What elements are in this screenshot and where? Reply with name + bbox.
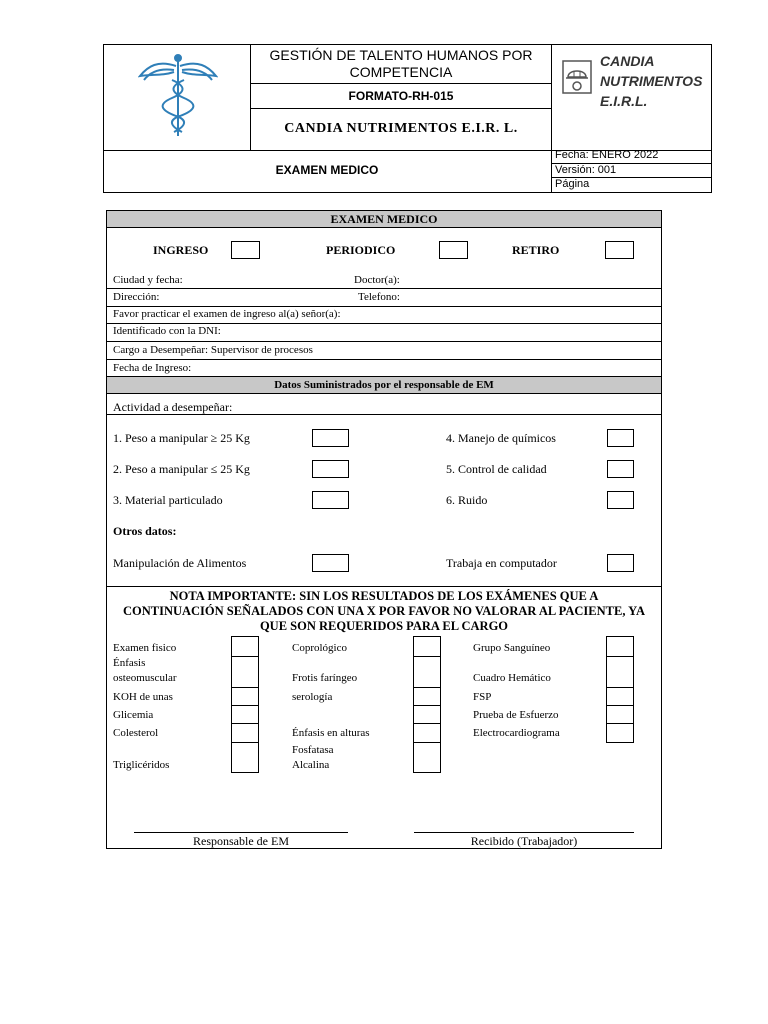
exam-coprologico: Coprológico	[292, 642, 347, 654]
exam-serologia: serología	[292, 691, 333, 703]
datos-header: Datos Suministrados por el responsable de EM	[274, 379, 494, 391]
cargo-label: Cargo a Desempeñar: Supervisor de procesos	[113, 344, 313, 356]
nota-line2: CONTINUACIÓN SEÑALADOS CON UNA X POR FAVOR NO VALORAR AL PACIENTE, YA	[122, 604, 646, 618]
computador-label: Trabaja en computador	[446, 556, 557, 570]
exam-frotis: Frotis faríngeo	[292, 672, 358, 684]
identificado-label: Identificado con la DNI:	[113, 325, 221, 337]
exam-checkbox-col1-5[interactable]	[231, 723, 259, 743]
telefono-label: Telefono:	[358, 291, 400, 303]
exam-checkbox-col2-1[interactable]	[413, 636, 441, 657]
exam-checkbox-col2-3[interactable]	[413, 687, 441, 706]
exam-koh: KOH de unas	[113, 691, 173, 703]
periodico-checkbox[interactable]	[439, 241, 468, 259]
logo-line2: NUTRIMENTOS	[600, 73, 703, 89]
risk-6-label: 6. Ruido	[446, 493, 488, 507]
risk-4-checkbox[interactable]	[607, 429, 634, 447]
doc-name: EXAMEN MEDICO	[275, 163, 379, 177]
manipulacion-label: Manipulación de Alimentos	[113, 556, 247, 570]
worker-helmet-icon	[562, 60, 592, 94]
exam-checkbox-col3-4[interactable]	[606, 705, 634, 724]
computador-checkbox[interactable]	[607, 554, 634, 572]
otros-datos-label: Otros datos:	[113, 524, 177, 538]
exam-glicemia: Glicemia	[113, 709, 154, 721]
exam-osteomuscular: osteomuscular	[113, 672, 177, 684]
exam-electrocardiograma: Electrocardiograma	[473, 727, 560, 739]
exam-checkbox-col1-2[interactable]	[231, 656, 259, 688]
logo-line3: E.I.R.L.	[600, 93, 648, 109]
favor-label: Favor practicar el examen de ingreso al(a) señor(a):	[113, 308, 341, 320]
exam-checkbox-col2-6[interactable]	[413, 742, 441, 773]
direccion-label: Dirección:	[113, 291, 160, 303]
exam-enfasis: Énfasis	[113, 657, 146, 669]
fecha-ingreso-label: Fecha de Ingreso:	[113, 362, 192, 374]
pagina-label: Página	[555, 178, 590, 190]
fecha-label: Fecha: ENERO 2022	[555, 149, 659, 161]
caduceus-icon	[138, 52, 218, 140]
type-periodico-label: PERIODICO	[326, 243, 396, 257]
formato-code: FORMATO-RH-015	[348, 89, 454, 103]
risk-5-label: 5. Control de calidad	[446, 462, 547, 476]
manipulacion-checkbox[interactable]	[312, 554, 349, 572]
ciudad-fecha-label: Ciudad y fecha:	[113, 274, 183, 286]
signature-right-label: Recibido (Trabajador)	[470, 834, 578, 848]
nota-line3: QUE SON REQUERIDOS PARA EL CARGO	[259, 619, 509, 633]
signature-line-left	[134, 832, 348, 833]
exam-checkbox-col3-2[interactable]	[606, 656, 634, 688]
company-logo	[560, 50, 710, 114]
header-title-line2: COMPETENCIA	[349, 64, 453, 80]
exam-checkbox-col1-1[interactable]	[231, 636, 259, 657]
exam-checkbox-col3-3[interactable]	[606, 687, 634, 706]
exam-checkbox-col3-5[interactable]	[606, 723, 634, 743]
risk-1-label: 1. Peso a manipular ≥ 25 Kg	[113, 431, 250, 445]
exam-examen-fisico: Examen fisico	[113, 642, 177, 654]
exam-checkbox-col2-4[interactable]	[413, 705, 441, 724]
risk-1-checkbox[interactable]	[312, 429, 349, 447]
exam-cuadro-hematico: Cuadro Hemático	[473, 672, 551, 684]
version-label: Versión: 001	[555, 164, 617, 176]
risk-2-checkbox[interactable]	[312, 460, 349, 478]
exam-checkbox-col3-1[interactable]	[606, 636, 634, 657]
form-title: EXAMEN MEDICO	[330, 212, 438, 226]
risk-5-checkbox[interactable]	[607, 460, 634, 478]
type-ingreso-label: INGRESO	[153, 243, 209, 257]
exam-enfasis-alturas: Énfasis en alturas	[292, 727, 370, 739]
header-title-line1: GESTIÓN DE TALENTO HUMANOS POR	[269, 47, 533, 63]
risk-3-checkbox[interactable]	[312, 491, 349, 509]
ingreso-checkbox[interactable]	[231, 241, 260, 259]
signature-line-right	[414, 832, 634, 833]
exam-checkbox-col2-5[interactable]	[413, 723, 441, 743]
type-retiro-label: RETIRO	[512, 243, 560, 257]
nota-line1: NOTA IMPORTANTE: SIN LOS RESULTADOS DE LOS EXÁMENES QUE A	[169, 589, 599, 603]
exam-grupo-sanguineo: Grupo Sanguíneo	[473, 642, 551, 654]
exam-checkbox-col2-2[interactable]	[413, 656, 441, 688]
risk-6-checkbox[interactable]	[607, 491, 634, 509]
exam-fsp: FSP	[473, 691, 492, 703]
risk-2-label: 2. Peso a manipular ≤ 25 Kg	[113, 462, 250, 476]
exam-checkbox-col1-3[interactable]	[231, 687, 259, 706]
doctor-label: Doctor(a):	[354, 274, 400, 286]
exam-prueba-esfuerzo: Prueba de Esfuerzo	[473, 709, 559, 721]
retiro-checkbox[interactable]	[605, 241, 634, 259]
exam-checkbox-col1-6[interactable]	[231, 742, 259, 773]
company-name: CANDIA NUTRIMENTOS E.I.R. L.	[284, 121, 518, 136]
risk-3-label: 3. Material particulado	[113, 493, 223, 507]
logo-line1: CANDIA	[600, 53, 655, 69]
exam-trigliceridos: Triglicéridos	[113, 759, 170, 771]
signature-left-label: Responsable de EM	[193, 834, 289, 848]
exam-checkbox-col1-4[interactable]	[231, 705, 259, 724]
exam-colesterol: Colesterol	[113, 727, 159, 739]
exam-fosfatasa: Fosfatasa	[292, 744, 334, 756]
risk-4-label: 4. Manejo de químicos	[446, 431, 556, 445]
actividad-label: Actividad a desempeñar:	[113, 400, 233, 414]
exam-alcalina: Alcalina	[292, 759, 330, 771]
